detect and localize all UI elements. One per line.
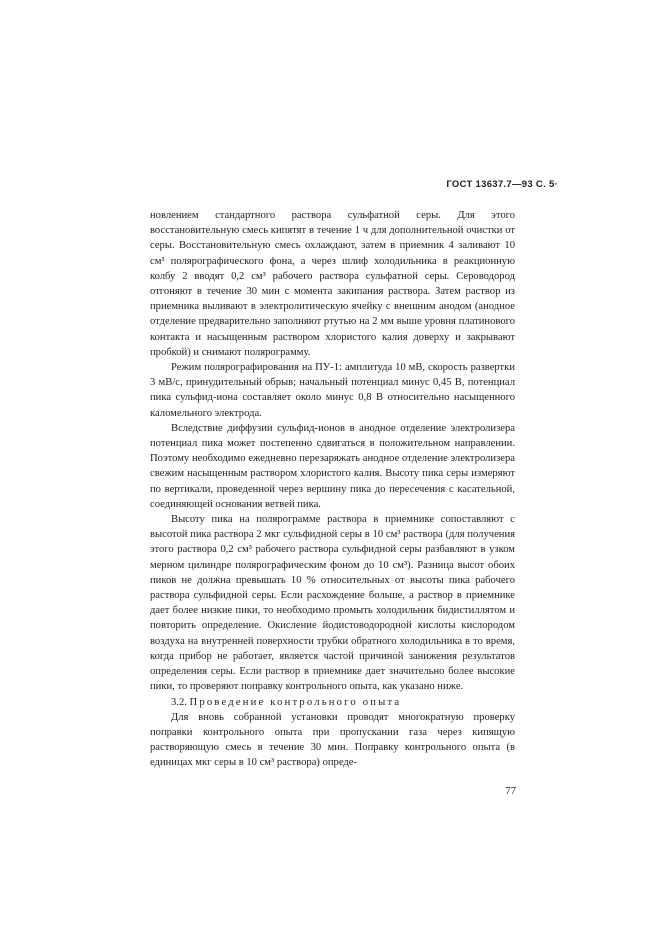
- running-head: ГОСТ 13637.7—93 С. 5·: [446, 179, 558, 190]
- section-title: Проведение контрольного опыта: [189, 696, 402, 708]
- section-number: 3.2.: [171, 696, 187, 708]
- body-text: [150, 208, 515, 771]
- page-number: 77: [505, 786, 516, 797]
- paragraph-continuation: новлением стандартного раствора сульфатной серы. Для этого восстановительную смесь кипятят в течение 1 ч для дополнительной очистки от серы. Восстановительную смесь охлаждают, затем в приемник 4 заливают 10 см³ полярографического фона, а через шлиф холодильника в реакционную колбу 2 вводят 0,2 см³ рабочего раствора сульфатной серы. Сероводород отгоняют в течение 30 мин с момента закипания раствора. Затем раствор из приемника выливают в электролитическую ячейку с внешним анодом (анодное отделение предварительно заполняют ртутью на 2 мм выше уровня платинового контакта и насыщенным раствором хлористого калия доверху и закрывают пробкой) и снимают полярограмму.: [150, 210, 515, 358]
- paragraph-polarography-mode: Режим полярографирования на ПУ-1: амплитуда 10 мВ, скорость развертки 3 мВ/с, принудительный обрыв; начальный потенциал минус 0,45 В, потенциал пика сульфид-иона составляет около минус 0,8 В относительно насыщенного каломельного электрода.: [150, 362, 515, 419]
- paragraph-peak-height: Высоту пика на полярограмме раствора в приемнике сопоставляют с высотой пика раствора 2 мкг сульфидной серы в 10 см³ раствора (для получения этого раствора 0,2 см³ рабочего раствора сульфидной серы разбавляют в узком мерном цилиндре полярографическим фоном до 10 см³). Разница высот обоих пиков не должна превышать 10 % относительных от высоты пика рабочего раствора сульфидной серы. Если расхождение больше, а раствор в приемнике дает более низкие пики, то необходимо промыть холодильник бидистиллятом и повторить определение. Окисление йодистоводородной кислоты кислородом воздуха на внутренней поверхности трубки обратного холодильника в то время, когда прибор не работает, является частой причиной занижения результатов определения серы. Если раствор в приемнике дает значительно более высокие пики, то проверяют поправку контрольного опыта, как указано ниже.: [150, 514, 515, 693]
- paragraph-control-test: Для вновь собранной установки проводят многократную проверку поправки контрольного опыта при пропускании газа через кипящую растворяющую смесь в течение 30 мин. Поправку контрольного опыта (в единицах мкг серы в 10 см³ раствора) опреде-: [150, 711, 515, 769]
- paragraph-diffusion: Вследствие диффузии сульфид-ионов в анодное отделение электролизера потенциал пика может постепенно сдвигаться в положительном направлении. Поэтому необходимо ежедневно перезаряжать анодное отделение электролизера свежим насыщенным раствором хлористого калия. Высоту пика серы измеряют по вертикали, проведенной через вершину пика до пересечения с касательной, соединяющей основания ветвей пика.: [150, 422, 515, 510]
- section-heading: [150, 695, 515, 710]
